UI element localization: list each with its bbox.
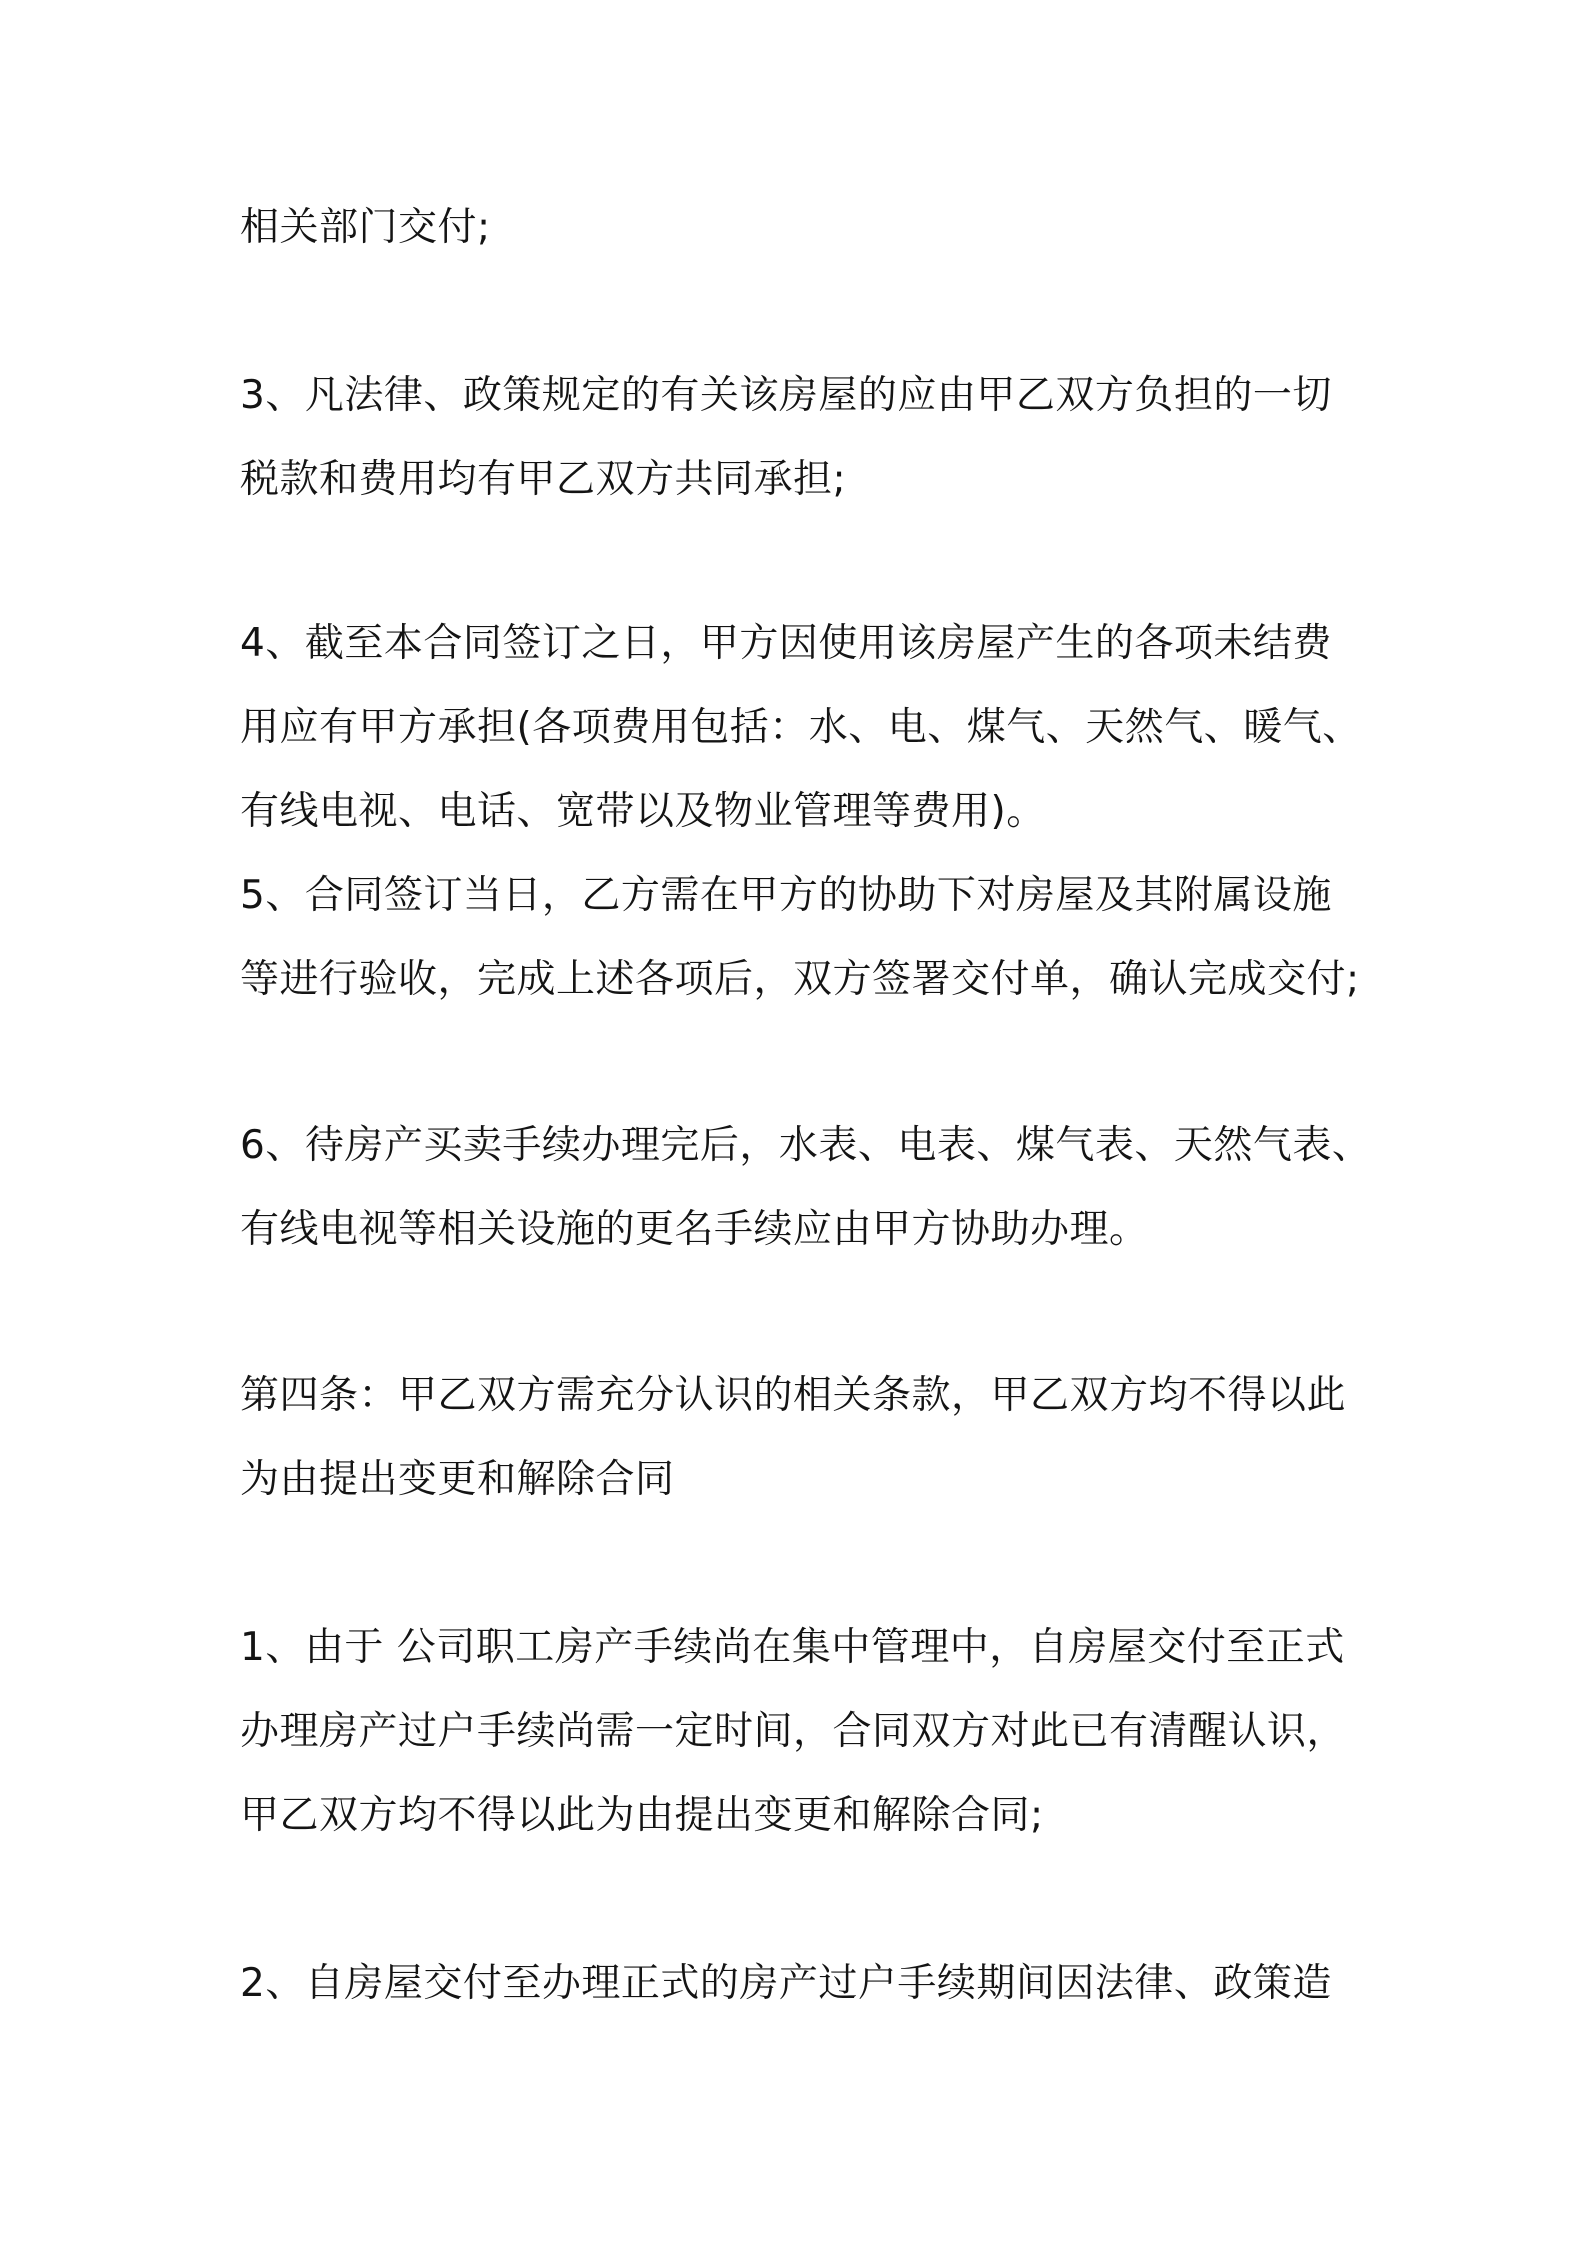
text-line: 等进行验收，完成上述各项后，双方签署交付单，确认完成交付;	[240, 957, 1360, 1002]
text-line: 用应有甲方承担(各项费用包括：水、电、煤气、天然气、暖气、	[240, 705, 1362, 750]
text-line: 5、合同签订当日，乙方需在甲方的协助下对房屋及其附属设施	[240, 873, 1332, 918]
text-line: 有线电视、电话、宽带以及物业管理等费用)。	[240, 789, 1046, 834]
text-line: 第四条：甲乙双方需充分认识的相关条款，甲乙双方均不得以此	[240, 1373, 1347, 1418]
text-line: 税款和费用均有甲乙双方共同承担;	[240, 457, 847, 502]
text-line: 为由提出变更和解除合同	[240, 1457, 675, 1502]
text-line: 有线电视等相关设施的更名手续应由甲方协助办理。	[240, 1207, 1149, 1252]
text-line: 3、凡法律、政策规定的有关该房屋的应由甲乙双方负担的一切	[240, 373, 1332, 418]
text-line: 办理房产过户手续尚需一定时间，合同双方对此已有清醒认识，	[240, 1709, 1347, 1754]
text-line: 1、由于 公司职工房产手续尚在集中管理中，自房屋交付至正式	[240, 1625, 1345, 1670]
text-line: 4、截至本合同签订之日，甲方因使用该房屋产生的各项未结费	[240, 621, 1332, 666]
text-line: 2、自房屋交付至办理正式的房产过户手续期间因法律、政策造	[240, 1961, 1332, 2006]
text-line: 甲乙双方均不得以此为由提出变更和解除合同;	[240, 1793, 1044, 1838]
text-line: 相关部门交付;	[240, 205, 491, 250]
text-line: 6、待房产买卖手续办理完后，水表、电表、煤气表、天然气表、	[240, 1123, 1372, 1168]
